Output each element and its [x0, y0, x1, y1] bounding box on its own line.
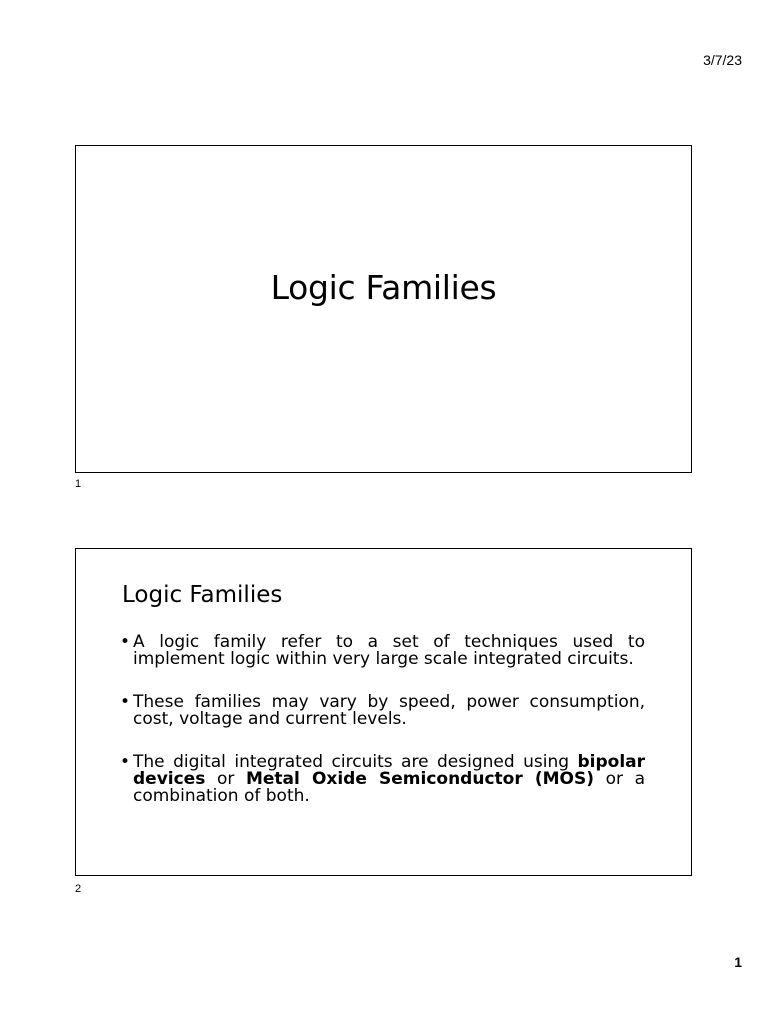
bullet-text-part: or a combination of both.	[133, 769, 645, 806]
bullet-bold-term: Metal Oxide Semiconductor (MOS)	[245, 769, 594, 789]
bullet-item	[120, 634, 645, 668]
slide-1-title: Logic Families	[270, 268, 497, 307]
slide-2-heading: Logic Families	[122, 582, 283, 608]
slide-2-number: 2	[75, 883, 82, 895]
bullet-text-part: The digital integrated circuits are designed using	[133, 752, 578, 772]
bullet-dot-icon: •	[120, 752, 131, 772]
slide-1-number: 1	[75, 478, 82, 490]
bullet-item	[120, 694, 645, 728]
page-number: 1	[734, 954, 742, 970]
bullet-item	[120, 754, 645, 805]
slide-1	[75, 145, 692, 473]
bullet-text: These families may vary by speed, power consumption, cost, voltage and current levels.	[133, 692, 645, 729]
bullet-text: A logic family refer to a set of techniques used to implement logic within very large scale integrated circuits.	[133, 632, 645, 669]
slide-2	[75, 548, 692, 876]
document-date: 3/7/23	[703, 52, 742, 68]
bullet-dot-icon: •	[120, 632, 131, 652]
bullet-text-part: or	[205, 769, 246, 789]
bullet-bold-term: bipolar devices	[133, 752, 645, 789]
bullet-list	[120, 634, 645, 831]
bullet-dot-icon: •	[120, 692, 131, 712]
